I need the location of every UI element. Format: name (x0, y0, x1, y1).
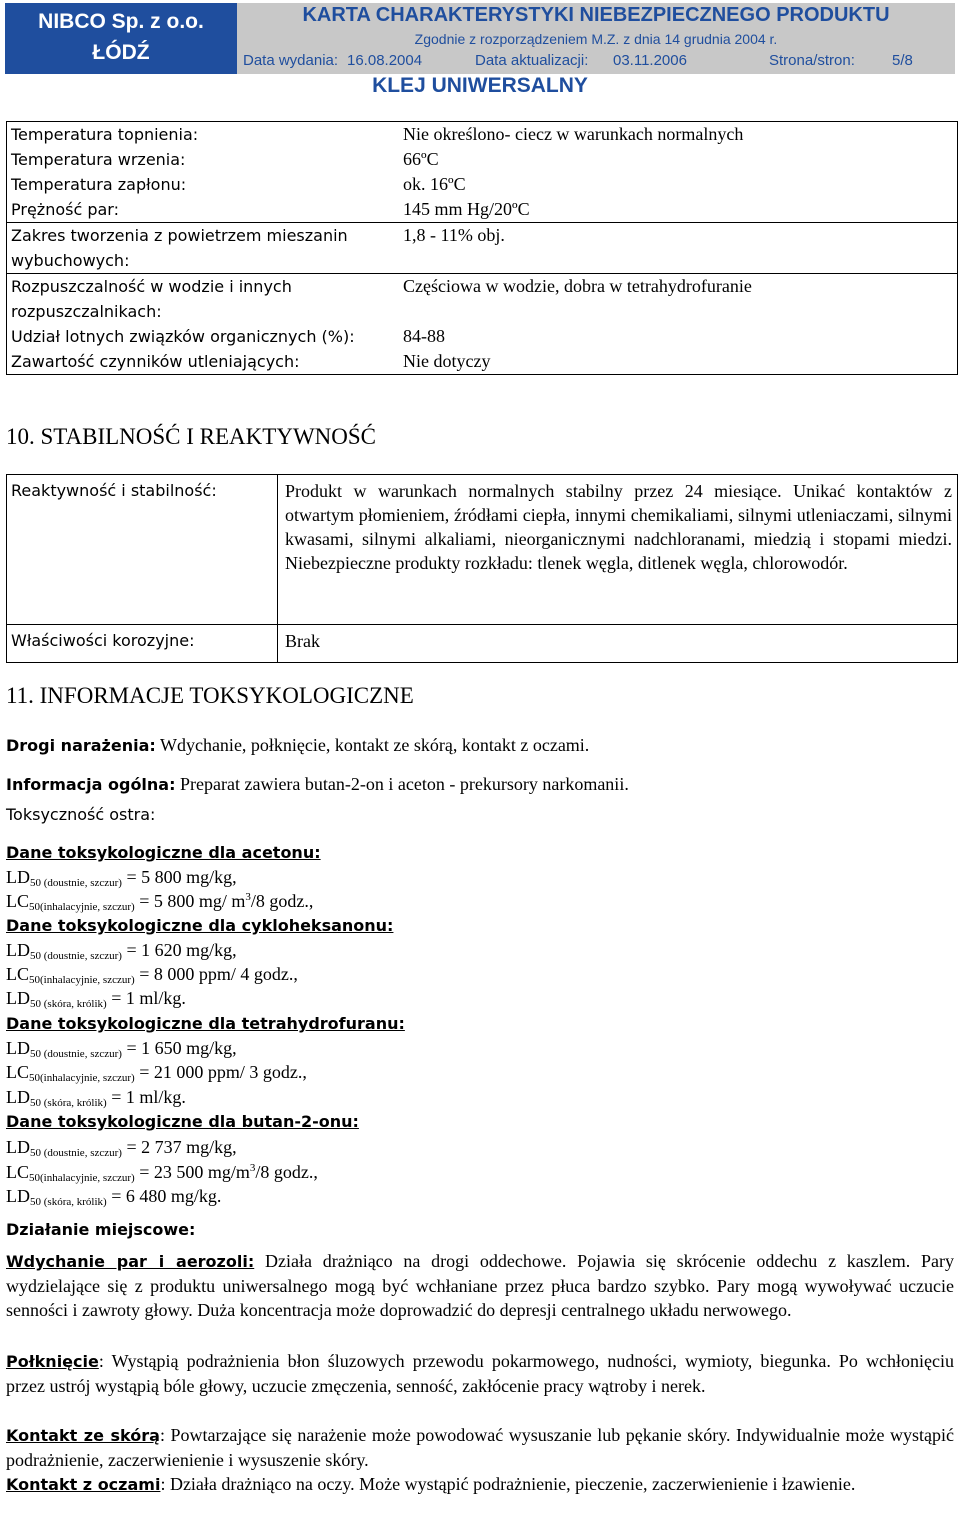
ld-condition: 50 (skóra, królik) (30, 1097, 107, 1109)
property-value: ok. 16ºC (403, 174, 466, 194)
property-label: Temperatura wrzenia: (11, 150, 186, 169)
issue-date: 16.08.2004 (347, 52, 423, 69)
lc-duration: /8 godz., (250, 891, 314, 911)
swallowing-label: Połknięcie (6, 1352, 99, 1371)
lc-exponent: 3 (249, 1162, 256, 1174)
cyclohexanone-ld50 (6, 940, 237, 962)
ld-value: = 1 ml/kg. (111, 1087, 186, 1107)
ld-condition: 50 (doustnie, szczur) (30, 1147, 122, 1159)
lc-condition: 50(inhalacyjnie, szczur) (29, 1172, 135, 1184)
section-10-heading: 10. STABILNOŚĆ I REAKTYWNOŚĆ (6, 424, 376, 449)
property-row (7, 349, 957, 374)
eye-contact-label: Kontakt z oczami (6, 1475, 161, 1494)
property-row (7, 197, 957, 222)
property-row (7, 324, 957, 349)
property-row (7, 274, 957, 324)
property-row (7, 222, 957, 274)
property-value: 1,8 - 11% obj. (403, 225, 505, 245)
lc-duration: /8 godz., (255, 1162, 318, 1182)
column-divider (277, 475, 278, 662)
skin-contact-paragraph (6, 1423, 954, 1472)
ld-value: = 5 800 mg/kg, (126, 867, 237, 887)
ld-condition: 50 (skóra, królik) (30, 998, 107, 1010)
lc-symbol: LC (6, 1162, 30, 1182)
thf-ld50 (6, 1038, 237, 1060)
document-header (5, 3, 955, 103)
swallowing-paragraph (6, 1349, 954, 1398)
acute-toxicity-label: Toksyczność ostra: (6, 805, 156, 824)
butanone-lc50 (6, 1162, 318, 1184)
product-name: KLEJ UNIWERSALNY (372, 74, 588, 97)
acetone-heading: Dane toksykologiczne dla acetonu: (6, 843, 321, 862)
property-value: Częściowa w wodzie, dobra w tetrahydrofuranie (403, 276, 752, 296)
general-info (6, 774, 629, 795)
issue-date-label: Data wydania: (243, 52, 339, 69)
property-value: 84-88 (403, 326, 445, 346)
reactivity-text: Produkt w warunkach normalnych stabilny przez 24 miesiące. Unikać kontaktów z otwartym płomieniem, źródłami ciepła, innymi chemikaliami, silnymi utleniaczami, silnymi kwasami, silnymi alkaliami, nieorganicznymi nadchloranami, miedzią i stopami miedzi. Niebezpieczne produkty rozkładu: tlenek węgla, ditlenek węgla, chlorowodór. (285, 481, 952, 573)
reactivity-table (6, 474, 958, 663)
general-label: Informacja ogólna: (6, 775, 176, 794)
cyclohexanone-ld50-skin (6, 988, 186, 1010)
ld-value: = 1 650 mg/kg, (126, 1038, 237, 1058)
update-date-label: Data aktualizacji: (475, 52, 589, 69)
inhalation-label: Wdychanie par i aerozoli: (6, 1252, 255, 1271)
property-label: Rozpuszczalność w wodzie i innych rozpuszczalnikach: (11, 277, 292, 321)
lc-value: = 21 000 ppm/ 3 godz., (139, 1062, 307, 1082)
page-label: Strona/stron: (769, 52, 855, 69)
property-label: Udział lotnych związków organicznych (%): (11, 327, 355, 346)
general-text: Preparat zawiera butan-2-on i aceton - prekursory narkomanii. (180, 774, 629, 794)
property-value: Nie określono- ciecz w warunkach normalnych (403, 124, 744, 144)
ld-symbol: LD (6, 940, 30, 960)
lc-value: = 8 000 ppm/ 4 godz., (139, 964, 298, 984)
lc-condition: 50(inhalacyjnie, szczur) (29, 901, 135, 913)
lc-value: = 23 500 mg/m (139, 1162, 250, 1182)
ld-condition: 50 (doustnie, szczur) (30, 877, 122, 889)
reactivity-label: Reaktywność i stabilność: (11, 481, 217, 500)
lc-exponent: 3 (245, 891, 251, 903)
lc-value: = 5 800 mg/ m (139, 891, 246, 911)
eye-contact-text: : Działa drażniąco na oczy. Może wystąpić podrażnienie, pieczenie, zaczerwienienie i łzawienie. (160, 1474, 856, 1494)
lc-symbol: LC (6, 964, 30, 984)
butanone-ld50-skin (6, 1186, 221, 1208)
thf-heading: Dane toksykologiczne dla tetrahydrofuranu: (6, 1014, 405, 1033)
property-label: Zakres tworzenia z powietrzem mieszanin wybuchowych: (11, 226, 348, 270)
row-divider (7, 624, 957, 625)
cyclohexanone-lc50 (6, 964, 298, 986)
corrosive-label: Właściwości korozyjne: (11, 631, 195, 650)
lc-condition: 50(inhalacyjnie, szczur) (29, 974, 135, 986)
ld-condition: 50 (doustnie, szczur) (30, 1048, 122, 1060)
section-11-heading: 11. INFORMACJE TOKSYKOLOGICZNE (6, 683, 414, 708)
thf-lc50 (6, 1062, 307, 1084)
update-date: 03.11.2006 (613, 52, 687, 69)
corrosive-value: Brak (285, 631, 320, 651)
ld-value: = 1 620 mg/kg, (126, 940, 237, 960)
butanone-heading: Dane toksykologiczne dla butan-2-onu: (6, 1112, 359, 1131)
page-number: 5/8 (892, 52, 913, 69)
lc-symbol: LC (6, 1062, 30, 1082)
inhalation-text: Działa drażniąco na drogi oddechowe. Pojawia się skrócenie oddechu z kaszlem. Pary wydzielające się z produktu uniwersalnego mogą być wchłaniane przez płuca bardzo szybko. Pary mogą wywoływać uczucie senności i zawroty głowy. Duża koncentracja może doprowadzić do depresji centralnego układu nerwowego. (6, 1251, 955, 1320)
ld-value: = 6 480 mg/kg. (111, 1186, 222, 1206)
ld-symbol: LD (6, 1137, 30, 1157)
property-row (7, 122, 957, 147)
company-block (5, 3, 237, 74)
ld-value: = 2 737 mg/kg, (126, 1137, 237, 1157)
ld-condition: 50 (doustnie, szczur) (30, 950, 122, 962)
butanone-ld50 (6, 1137, 237, 1159)
exposure-text: Wdychanie, połknięcie, kontakt ze skórą, kontakt z oczami. (159, 735, 590, 755)
company-city: ŁÓDŹ (92, 41, 150, 64)
swallowing-text: : Wystąpią podrażnienia błon śluzowych przewodu pokarmowego, nudności, wymioty, biegunka. Po wchłonięciu przez ustrój wystąpią bóle głowy, uczucie zmęczenia, senność, zakłócenie pracy wątroby i nerek. (6, 1351, 954, 1396)
ld-symbol: LD (6, 1087, 30, 1107)
skin-contact-text: : Powtarzające się narażenie może powodować wysuszanie lub pękanie skóry. Indywidualnie może wystąpić podrażnienie, zaczerwienienie i wysuszenie skóry. (6, 1425, 954, 1470)
regulation-note: Zgodnie z rozporządzeniem M.Z. z dnia 14 grudnia 2004 r. (414, 31, 778, 47)
ld-symbol: LD (6, 988, 30, 1008)
title-block (237, 3, 955, 74)
property-value: Nie dotyczy (403, 351, 491, 371)
cyclohexanone-heading: Dane toksykologiczne dla cykloheksanonu: (6, 916, 394, 935)
eye-contact-paragraph (6, 1472, 954, 1497)
thf-ld50-skin (6, 1087, 186, 1109)
property-label: Prężność par: (11, 200, 119, 219)
acetone-ld50 (6, 867, 237, 889)
local-effects-label: Działanie miejscowe: (6, 1220, 196, 1239)
document-meta (237, 49, 955, 74)
property-label: Temperatura zapłonu: (11, 175, 187, 194)
ld-value: = 1 ml/kg. (111, 988, 186, 1008)
ld-symbol: LD (6, 1038, 30, 1058)
document-title: KARTA CHARAKTERYSTYKI NIEBEZPIECZNEGO PRODUKTU (302, 4, 890, 26)
lc-symbol: LC (6, 891, 30, 911)
property-label: Zawartość czynników utleniających: (11, 352, 300, 371)
lc-condition: 50(inhalacyjnie, szczur) (29, 1072, 135, 1084)
inhalation-paragraph (6, 1249, 954, 1322)
physical-properties-table (6, 121, 958, 375)
property-row (7, 147, 957, 172)
exposure-routes (6, 735, 589, 756)
skin-contact-label: Kontakt ze skórą (6, 1426, 160, 1445)
acetone-lc50 (6, 891, 313, 913)
exposure-label: Drogi narażenia: (6, 736, 156, 755)
company-name: NIBCO Sp. z o.o. (38, 10, 204, 33)
property-row (7, 172, 957, 197)
property-value: 66ºC (403, 149, 439, 169)
ld-condition: 50 (skóra, królik) (30, 1196, 107, 1208)
property-value: 145 mm Hg/20ºC (403, 199, 530, 219)
ld-symbol: LD (6, 867, 30, 887)
property-label: Temperatura topnienia: (11, 125, 199, 144)
ld-symbol: LD (6, 1186, 30, 1206)
